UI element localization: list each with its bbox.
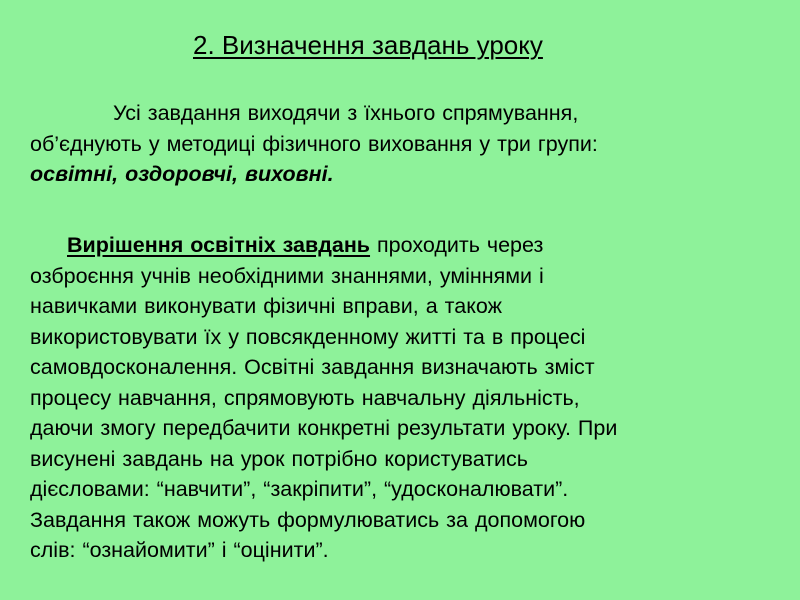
paragraph2-line2: озброєння учнів необхідними знаннями, уміннями і [30, 263, 544, 288]
paragraph-task-groups [30, 98, 775, 190]
paragraph2-line10: Завдання також можуть формулюватись за допомогою [30, 507, 586, 532]
paragraph-educational-tasks [30, 230, 775, 566]
paragraph2-line9: дієсловами: “навчити”, “закріпити”, “удосконалювати”. [30, 477, 569, 501]
paragraph2-line6: процесу навчання, спрямовують навчальну діяльність, [30, 385, 580, 410]
paragraph1-line1: Усі завдання виходячи з їхнього спрямування, [113, 101, 579, 125]
paragraph2-line7: даючи змогу передбачити конкретні результати уроку. При [30, 416, 618, 440]
slide-title: 2. Визначення завдань уроку [193, 30, 543, 60]
paragraph2-line4: використовувати їх у повсякденному житті та в процесі [30, 324, 586, 349]
paragraph2-line5: самовдосконалення. Освітні завдання визначають зміст [30, 355, 595, 379]
paragraph2-line11: слів: “ознайомити” і “оцінити”. [30, 538, 329, 562]
paragraph2-line1 [30, 230, 775, 261]
paragraph2-line3: навичками виконувати фізичні вправи, а також [30, 294, 502, 318]
task-groups-emphasis: освітні, оздоровчі, виховні. [30, 162, 334, 186]
paragraph2-line1-rest: проходить через [370, 233, 544, 257]
paragraph2-line8: висунені завдань на урок потрібно користуватись [30, 446, 528, 471]
paragraph1-line2: об’єднують у методиці фізичного виховання у три групи: [30, 131, 598, 156]
educational-tasks-heading: Вирішення освітніх завдань [67, 233, 371, 257]
